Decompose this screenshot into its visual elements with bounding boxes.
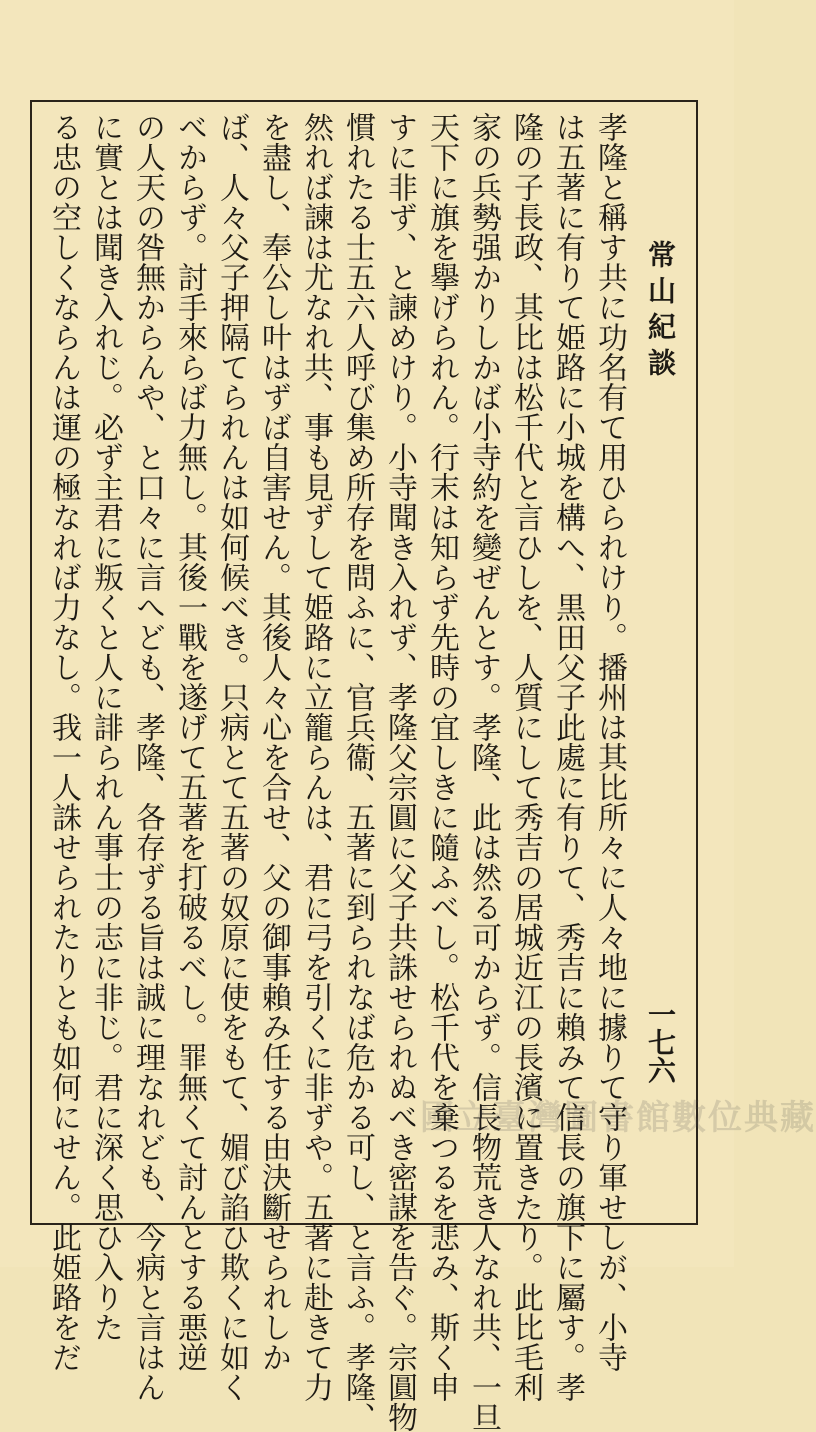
library-watermark: 國立臺灣圖書館數位典藏 (420, 1098, 816, 1138)
page-number: 一七六 (644, 1000, 677, 1084)
text-column: ば、人々父子押隔てられんは如何候べき。只病とて五著の奴原に使をもて、媚び諂ひ欺くに如く (214, 112, 249, 1402)
text-column: べからず。討手來らば力無し。其後一戰を遂げて五著を打破るべし。罪無くて討んとする悪逆 (172, 112, 207, 1372)
text-column: る忠の空しくならんは運の極なれば力なし。我一人誅せられたりとも如何にせん。此姫路をだ (46, 112, 81, 1372)
text-column: の人天の咎無からんや、と口々に言へども、孝隆、各存ずる旨は誠に理なれども、今病と言はん (130, 112, 165, 1402)
text-column: 慣れたる士五六人呼び集め所存を問ふに、官兵衞、五著に到られなば危かる可し、と言ふ。孝隆、 (340, 112, 375, 1432)
text-column: に實とは聞き入れじ。必ず主君に叛くと人に誹られん事士の志に非じ。君に深く思ひ入りた (88, 112, 123, 1342)
text-column: すに非ず、と諫めけり。小寺聞き入れず、孝隆父宗圓に父子共誅せられぬべき密謀を告ぐ。宗圓物 (382, 112, 417, 1432)
running-title: 常山紀談 (644, 240, 677, 384)
text-column: 天下に旗を擧げられん。行末は知らず先時の宜しきに隨ふべし。松千代を棄つるを悲み、斯く申 (424, 112, 459, 1402)
text-column: 家の兵勢强かりしかば小寺約を變ぜんとす。孝隆、此は然る可からず。信長物荒き人なれ共、一旦 (466, 112, 501, 1432)
text-column: 隆の子長政、其比は松千代と言ひしを、人質にして秀吉の居城近江の長濱に置きたり。此比毛利 (508, 112, 543, 1402)
text-column: 孝隆と稱す共に功名有て用ひられけり。播州は其比所々に人々地に據りて守り軍せしが、小寺 (592, 112, 627, 1372)
text-column: 然れば諫は尤なれ共、事も見ずして姫路に立籠らんは、君に弓を引くに非ずや。五著に赴きて力 (298, 112, 333, 1402)
text-column: は五著に有りて姫路に小城を構へ、黒田父子此處に有りて、秀吉に賴みて信長の旗下に屬す。孝 (550, 112, 585, 1402)
body-text (40, 112, 630, 1432)
text-column: を盡し、奉公し叶はずば自害せん。其後人々心を合せ、父の御事賴み任する由決斷せられしか (256, 112, 291, 1372)
